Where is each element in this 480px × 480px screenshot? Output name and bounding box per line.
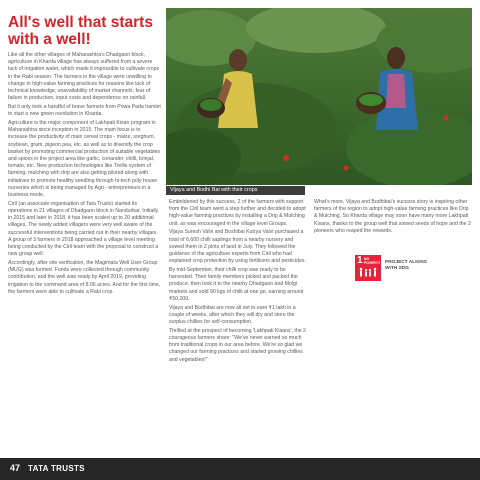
- body-paragraph: Vijaya Suresh Valvi and Boshibai Kutrya Valvi purchased a total of 6,600 chilli saplings from a nearby nursery and sowed them in 2 plots of land in July. They followed the guidance of the agriculture experts from Ciril who had explained crop protection by using fertilisers and pesticides.: [169, 229, 306, 265]
- photo-caption-bar: [166, 186, 305, 195]
- body-paragraph: Accordingly, after site verification, the Magimata Well User Group (MUG) was formed. Funds were collected through community contribution, and the well was ready by April 2019, providing irrigation to the command area of 8.06 acres. And for the first time, the farmers were able to cultivate a Rabi crop.: [8, 260, 161, 295]
- body-paragraph: Thrilled at the prospect of becoming 'Lakhpati Kisans', the 2 courageous farmers share: "We've never earned so much from traditional crops in our area before. We're so glad we changed our farming practices and started growing chillies and vegetables!": [169, 327, 306, 363]
- body-paragraph: What's more, Vijaya and Bodhibai's success story is inspiring other farmers of the region to adopt high-value farming practices like Drip & Mulching. So Kharda village may soon have many more Lakhpati Kisans, thanks to the group well that sowed seeds of hope and the 2 pioneers who reaped the rewards.: [314, 199, 471, 234]
- body-paragraph: Vijaya and Bodhibai are now all set to earn ₹1 lakh in a couple of weeks, after which they will dry and store the surplus chillies for self-consumption.: [169, 304, 296, 326]
- body-paragraph: But it only took a handful of brave farmers from Powa Pada hamlet to start a new green revolution in Kharda.: [8, 104, 161, 118]
- body-paragraph: By mid-September, their chilli crop was ready to be harvested. Their family members picked and packed the produce; then took it to the nearby Dhadgaon and Molgi markets and sold 90 kgs of chilli at one go, earning around ₹50,000.: [169, 267, 304, 302]
- sdg-no-poverty-icon: [355, 255, 381, 281]
- left-column: [8, 52, 161, 298]
- sdg-badge: [355, 255, 435, 291]
- photo-caption: Vijaya and Bodhi Bai with their crops: [170, 187, 258, 193]
- article-headline: All's well that starts with a well!: [8, 14, 153, 48]
- sdg-goal-title: NO POVERTY: [364, 257, 381, 265]
- body-paragraph: Like all the other villages of Maharashtra's Dhadgaon block, agriculture in Kharda village has always suffered from a severe lack of irrigation water, which made it impossible to cultivate crops in the Rabi season. The farmers in the village were unwilling to change to high-value farming practices for reasons like lack of technical knowledge, unavailability of market channels, fear of failure in production, input costs and dependence on rainfall.: [8, 52, 160, 102]
- sdg-number: 1: [357, 255, 363, 266]
- page-footer: [0, 458, 480, 480]
- page-number: 47: [10, 463, 21, 473]
- brand-name: TATA TRUSTS: [28, 463, 85, 473]
- body-paragraph: Emboldened by this success, 2 of the farmers with support from the Ciril team went a step further and decided to adopt high-value farming practices by installing a Drip & Mulching unit, as was encouraged in the village level Groups.: [169, 199, 306, 227]
- sdg-alignment-label: PROJECT ALIGNS WITH SDG: [385, 260, 427, 271]
- farmers-photo: [166, 8, 472, 185]
- middle-column: [169, 199, 307, 365]
- body-paragraph: Ciril (an associate organisation of Tata Trusts) started its operations in 21 villages of Dhadgaon block in Nandurbar. Initially in 2015 and later in 2018, it has been scaled up to 20 additional villages. The newly added villagers were very well aware of the successful interventions being carried out in their nearby villages. A group of 3 farmers in 2018 approached a village level meeting being conducted by the Ciril team with the proposal to construct a new group well.: [8, 200, 159, 258]
- body-paragraph: Agriculture is the major component of Lakhpati Kisan program in Maharashtra since inception in 2015. The main focus is to increase the productivity of main cereal crops - maize, sorghum, soybean, gram, pigeon pea, etc. as well as to diversify the crop basket by promoting commercial production of suitable vegetables and spices in the project area like garlic, coriander, chilli, brinjal, tomato, etc. New production technologies like Trellis system of farming, mulching with drip are also getting piloted along with initiatives to promote healthy seedling through hi-tech poly house nurseries which is being managed by Agri - entrepreneurs in a business mode.: [8, 120, 160, 199]
- right-column: [314, 199, 472, 237]
- family-icon: [358, 267, 378, 279]
